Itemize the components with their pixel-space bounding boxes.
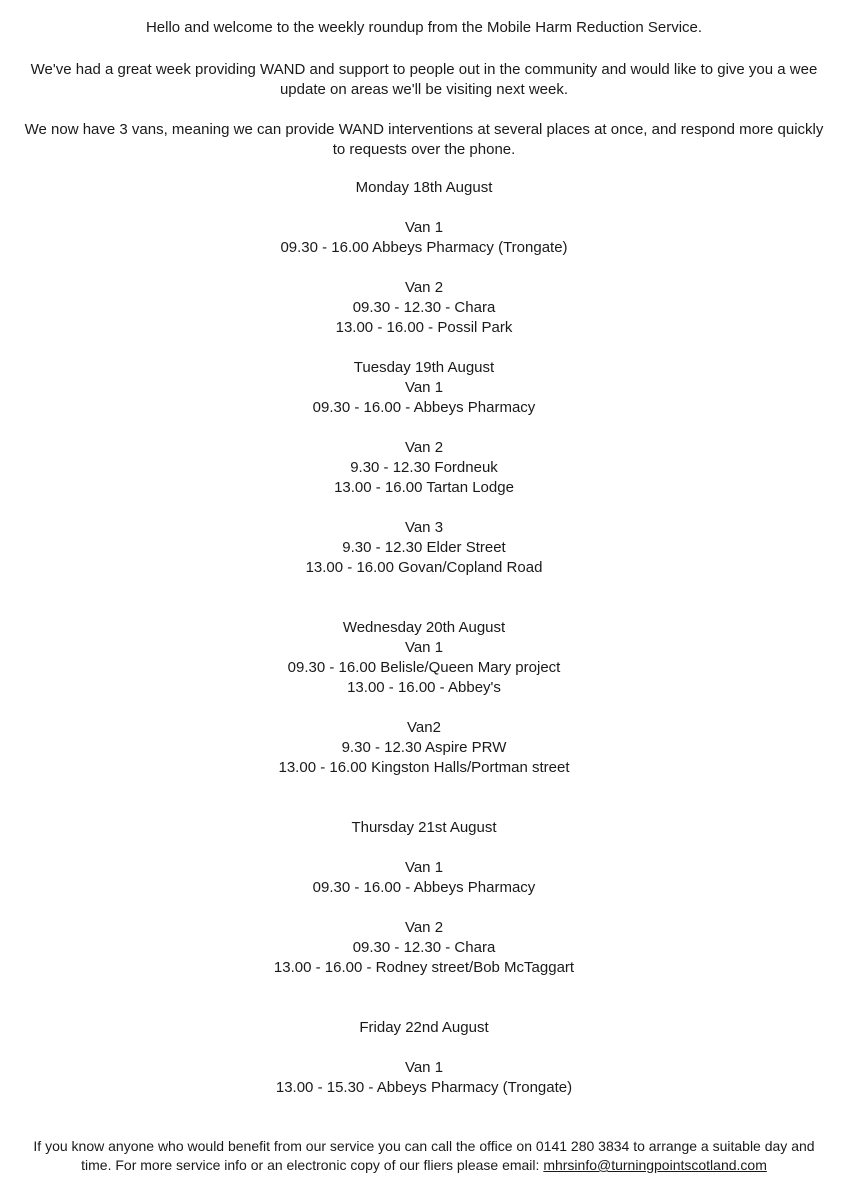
friday-heading: Friday 22nd August [359, 1019, 489, 1036]
tuesday-van3-slot: 9.30 - 12.30 Elder Street [342, 539, 506, 556]
footer-contact [26, 1137, 822, 1175]
monday-van2-slot: 13.00 - 16.00 - Possil Park [335, 319, 513, 336]
wednesday-van1-label: Van 1 [404, 639, 444, 656]
thursday-van1-slot: 09.30 - 16.00 - Abbeys Pharmacy [312, 879, 536, 896]
tuesday-heading: Tuesday 19th August [353, 359, 495, 376]
thursday-van1-label: Van 1 [404, 859, 444, 876]
monday-van1-slot: 09.30 - 16.00 Abbeys Pharmacy (Trongate) [280, 239, 568, 256]
thursday-heading: Thursday 21st August [351, 819, 497, 836]
tuesday-van3-slot: 13.00 - 16.00 Govan/Copland Road [305, 559, 543, 576]
tuesday-van1-slot: 09.30 - 16.00 - Abbeys Pharmacy [312, 399, 536, 416]
intro-vans-info: We now have 3 vans, meaning we can provide WAND interventions at several places at once, and respond more quickly to requests over the phone. [24, 121, 824, 158]
wednesday-van1-slot: 13.00 - 16.00 - Abbey's [347, 679, 501, 696]
intro-week-update: We've had a great week providing WAND and support to people out in the community and would like to give you a wee update on areas we'll be visiting next week. [30, 61, 818, 98]
tuesday-van2-label: Van 2 [404, 439, 444, 456]
monday-van2-slot: 09.30 - 12.30 - Chara [352, 299, 496, 316]
thursday-van2-slot: 09.30 - 12.30 - Chara [352, 939, 496, 956]
monday-van1-label: Van 1 [404, 219, 444, 236]
thursday-van2-label: Van 2 [404, 919, 444, 936]
friday-van1-slot: 13.00 - 15.30 - Abbeys Pharmacy (Trongate) [275, 1079, 573, 1096]
tuesday-van3-label: Van 3 [404, 519, 444, 536]
wednesday-van2-slot: 13.00 - 16.00 Kingston Halls/Portman street [278, 759, 570, 776]
wednesday-heading: Wednesday 20th August [342, 619, 506, 636]
monday-heading: Monday 18th August [355, 179, 493, 196]
intro-greeting: Hello and welcome to the weekly roundup from the Mobile Harm Reduction Service. [145, 19, 703, 36]
tuesday-van2-slot: 9.30 - 12.30 Fordneuk [350, 459, 498, 476]
tuesday-van2-slot: 13.00 - 16.00 Tartan Lodge [334, 479, 514, 496]
wednesday-van2-slot: 9.30 - 12.30 Aspire PRW [341, 739, 507, 756]
thursday-van2-slot: 13.00 - 16.00 - Rodney street/Bob McTaggart [273, 959, 575, 976]
footer-contact-text: If you know anyone who would benefit from our service you can call the office on 0141 280 3834 to arrange a suitable day and time. For more service info or an electronic copy of our fliers please email: [33, 1138, 815, 1173]
wednesday-van2-label: Van2 [407, 719, 441, 736]
monday-van2-label: Van 2 [404, 279, 444, 296]
tuesday-van1-label: Van 1 [404, 379, 444, 396]
friday-van1-label: Van 1 [404, 1059, 444, 1076]
email-link[interactable]: mhrsinfo@turningpointscotland.com [543, 1157, 767, 1173]
wednesday-van1-slot: 09.30 - 16.00 Belisle/Queen Mary project [287, 659, 561, 676]
